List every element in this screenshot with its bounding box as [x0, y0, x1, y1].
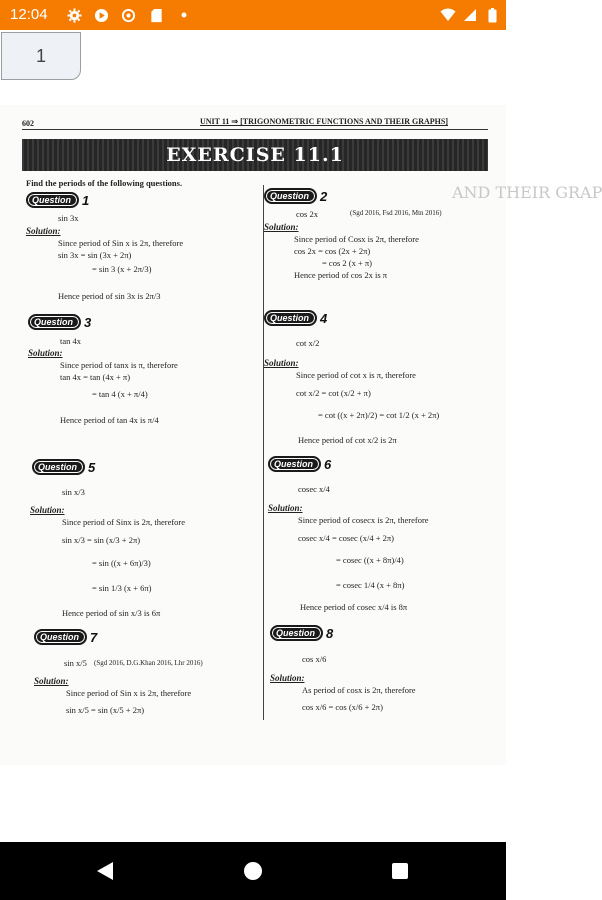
solution-line: = sin 3 (x + 2π/3): [92, 264, 152, 274]
notification-dot-icon: [176, 7, 192, 23]
status-time: 12:04: [10, 6, 48, 23]
question-heading: [264, 189, 327, 203]
solution-line: sin x/5 = sin (x/5 + 2π): [66, 705, 145, 715]
solution-line: cot x/2 = cot (x/2 + π): [296, 388, 371, 398]
solution-line: sin 3x = sin (3x + 2π): [58, 250, 132, 260]
question-badge: Question: [32, 459, 85, 475]
wifi-icon: [440, 7, 456, 23]
question-expression: cosec x/4: [298, 484, 330, 494]
solution-line: cos x/6 = cos (x/6 + 2π): [302, 702, 383, 712]
page-number: 602: [22, 119, 34, 128]
solution-line: Since period of Sinx is 2π, therefore: [62, 517, 186, 527]
solution-line: cosec x/4 = cosec (x/4 + 2π): [298, 533, 395, 543]
question-heading: [28, 315, 91, 329]
question-number: 3: [84, 314, 92, 330]
question-expression: sin x/5: [64, 658, 87, 668]
solution-line: Hence period of cosec x/4 is 8π: [300, 602, 408, 612]
sync-icon: [120, 7, 136, 23]
solution-line: Hence period of tan 4x is π/4: [60, 415, 159, 425]
play-store-icon: [93, 7, 109, 23]
solution-line: Hence period of cot x/2 is 2π: [298, 435, 397, 445]
solution-line: cos 2x = cos (2x + 2π): [294, 246, 371, 256]
back-icon[interactable]: [97, 862, 113, 880]
bleed-through-text: AND THEIR GRAP: [452, 183, 602, 202]
question-number: 2: [320, 188, 328, 204]
question-badge: Question: [26, 192, 79, 208]
solution-line: = tan 4 (x + π/4): [92, 389, 148, 399]
board-reference: (Sgd 2016, D.G.Khan 2016, Lhr 2016): [94, 659, 203, 667]
document-page: [0, 105, 602, 765]
sd-card-icon: [148, 7, 164, 23]
solution-line: Hence period of sin x/3 is 6π: [62, 608, 161, 618]
question-badge: Question: [28, 314, 81, 330]
solution-label: Solution:: [30, 505, 65, 515]
signal-icon: [462, 7, 478, 23]
question-badge: Question: [264, 310, 317, 326]
solution-line: sin x/3 = sin (x/3 + 2π): [62, 535, 141, 545]
status-bar: [0, 0, 506, 30]
solution-label: Solution:: [264, 222, 299, 232]
question-heading: [32, 460, 95, 474]
solution-line: Since period of Sin x is 2π, therefore: [58, 238, 184, 248]
question-heading: [34, 630, 97, 644]
solution-line: = cos 2 (x + π): [322, 258, 372, 268]
question-number: 6: [324, 456, 332, 472]
solution-label: Solution:: [28, 348, 63, 358]
solution-line: Since period of Cosx is 2π, therefore: [294, 234, 419, 244]
solution-line: = cot ((x + 2π)/2) = cot 1/2 (x + 2π): [318, 410, 440, 420]
solution-line: Hence period of sin 3x is 2π/3: [58, 291, 161, 301]
page-number-label: 1: [35, 45, 46, 66]
solution-label: Solution:: [264, 358, 299, 368]
exercise-banner: [22, 139, 488, 171]
column-divider: [263, 185, 264, 720]
question-heading: [264, 311, 327, 325]
question-expression: sin x/3: [62, 487, 85, 497]
question-expression: cos x/6: [302, 654, 327, 664]
header-rule: [22, 129, 488, 130]
question-heading: [268, 457, 331, 471]
solution-line: Hence period of cos 2x is π: [294, 270, 388, 280]
page-indicator[interactable]: [1, 32, 81, 80]
solution-line: tan 4x = tan (4x + π): [60, 372, 131, 382]
solution-label: Solution:: [34, 676, 69, 686]
question-number: 4: [320, 310, 328, 326]
question-badge: Question: [270, 625, 323, 641]
question-expression: tan 4x: [60, 336, 82, 346]
question-heading: [270, 626, 333, 640]
solution-line: Since period of cot x is π, therefore: [296, 370, 416, 380]
question-expression: cot x/2: [296, 338, 320, 348]
solution-label: Solution:: [270, 673, 305, 683]
solution-label: Solution:: [26, 226, 61, 236]
home-icon[interactable]: [244, 862, 262, 880]
unit-header: UNIT 11 ⇒ [TRIGONOMETRIC FUNCTIONS AND THEIR GRAPHS]: [200, 117, 448, 126]
solution-line: As period of cosx is 2π, therefore: [302, 685, 416, 695]
question-expression: cos 2x: [296, 209, 318, 219]
solution-line: Since period of Sin x is 2π, therefore: [66, 688, 192, 698]
question-number: 5: [88, 459, 96, 475]
settings-icon: [66, 7, 82, 23]
solution-label: Solution:: [268, 503, 303, 513]
solution-line: = sin 1/3 (x + 6π): [92, 583, 152, 593]
question-number: 7: [90, 629, 98, 645]
solution-line: = cosec ((x + 8π)/4): [336, 555, 404, 565]
solution-line: Since period of cosecx is 2π, therefore: [298, 515, 429, 525]
question-badge: Question: [264, 188, 317, 204]
solution-line: Since period of tanx is π, therefore: [60, 360, 178, 370]
question-expression: sin 3x: [58, 213, 79, 223]
board-reference: (Sgd 2016, Fsd 2016, Mtn 2016): [350, 209, 442, 217]
question-number: 1: [82, 192, 90, 208]
question-number: 8: [326, 625, 334, 641]
question-heading: [26, 193, 89, 207]
question-badge: Question: [268, 456, 321, 472]
instruction-text: Find the periods of the following questions.: [26, 178, 183, 188]
question-badge: Question: [34, 629, 87, 645]
recents-icon[interactable]: [392, 863, 408, 879]
solution-line: = sin ((x + 6π)/3): [92, 558, 151, 568]
solution-line: = cosec 1/4 (x + 8π): [336, 580, 405, 590]
battery-icon: [484, 7, 500, 23]
exercise-title: EXERCISE 11.1: [166, 144, 344, 166]
